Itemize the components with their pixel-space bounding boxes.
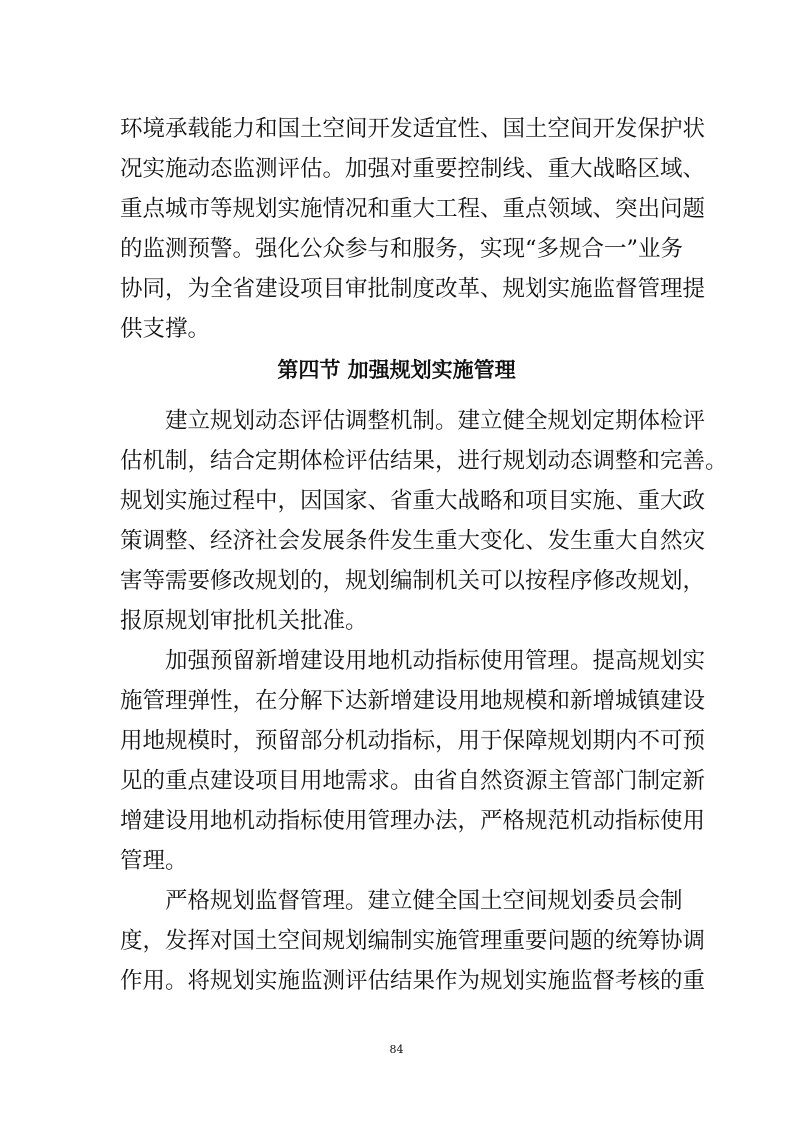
- text-line: 施管理弹性，在分解下达新增建设用地规模和新增城镇建设: [120, 688, 706, 714]
- section-heading: 第四节 加强规划实施管理: [277, 358, 516, 382]
- text-line: 管理。: [120, 848, 188, 874]
- text-line: 严格规划监督管理。建立健全国土空间规划委员会制: [165, 888, 683, 914]
- text-line: 见的重点建设项目用地需求。由省自然资源主管部门制定新: [120, 768, 706, 794]
- text-line: 害等需要修改规划的，规划编制机关可以按程序修改规划，: [120, 568, 706, 594]
- text-line: 估机制，结合定期体检评估结果，进行规划动态调整和完善。: [120, 448, 728, 474]
- text-line: 报原规划审批机关批准。: [120, 608, 368, 634]
- text-line: 增建设用地机动指标使用管理办法，严格规范机动指标使用: [120, 808, 706, 834]
- text-line: 规划实施过程中，因国家、省重大战略和项目实施、重大政: [120, 488, 706, 514]
- page-number: 84: [389, 1043, 404, 1056]
- text-line: 建立规划动态评估调整机制。建立健全规划定期体检评: [165, 408, 706, 434]
- text-line: 度，发挥对国土空间规划编制实施管理重要问题的统筹协调: [120, 928, 706, 954]
- text-line: 作用。将规划实施监测评估结果作为规划实施监督考核的重: [120, 968, 706, 994]
- text-line: 供支撑。: [120, 316, 211, 342]
- text-line: 用地规模时，预留部分机动指标，用于保障规划期内不可预: [120, 728, 706, 754]
- text-line: 加强预留新增建设用地机动指标使用管理。提高规划实: [165, 648, 706, 674]
- text-line: 况实施动态监测评估。加强对重要控制线、重大战略区域、: [120, 156, 706, 182]
- text-line: 重点城市等规划实施情况和重大工程、重点领域、突出问题: [120, 196, 706, 222]
- text-line: 的监测预警。强化公众参与和服务，实现“多规合一”业务: [120, 236, 684, 262]
- text-line: 策调整、经济社会发展条件发生重大变化、发生重大自然灾: [120, 528, 706, 554]
- text-line: 协同，为全省建设项目审批制度改革、规划实施监督管理提: [120, 276, 706, 302]
- text-line: 环境承载能力和国土空间开发适宜性、国土空间开发保护状: [120, 116, 706, 142]
